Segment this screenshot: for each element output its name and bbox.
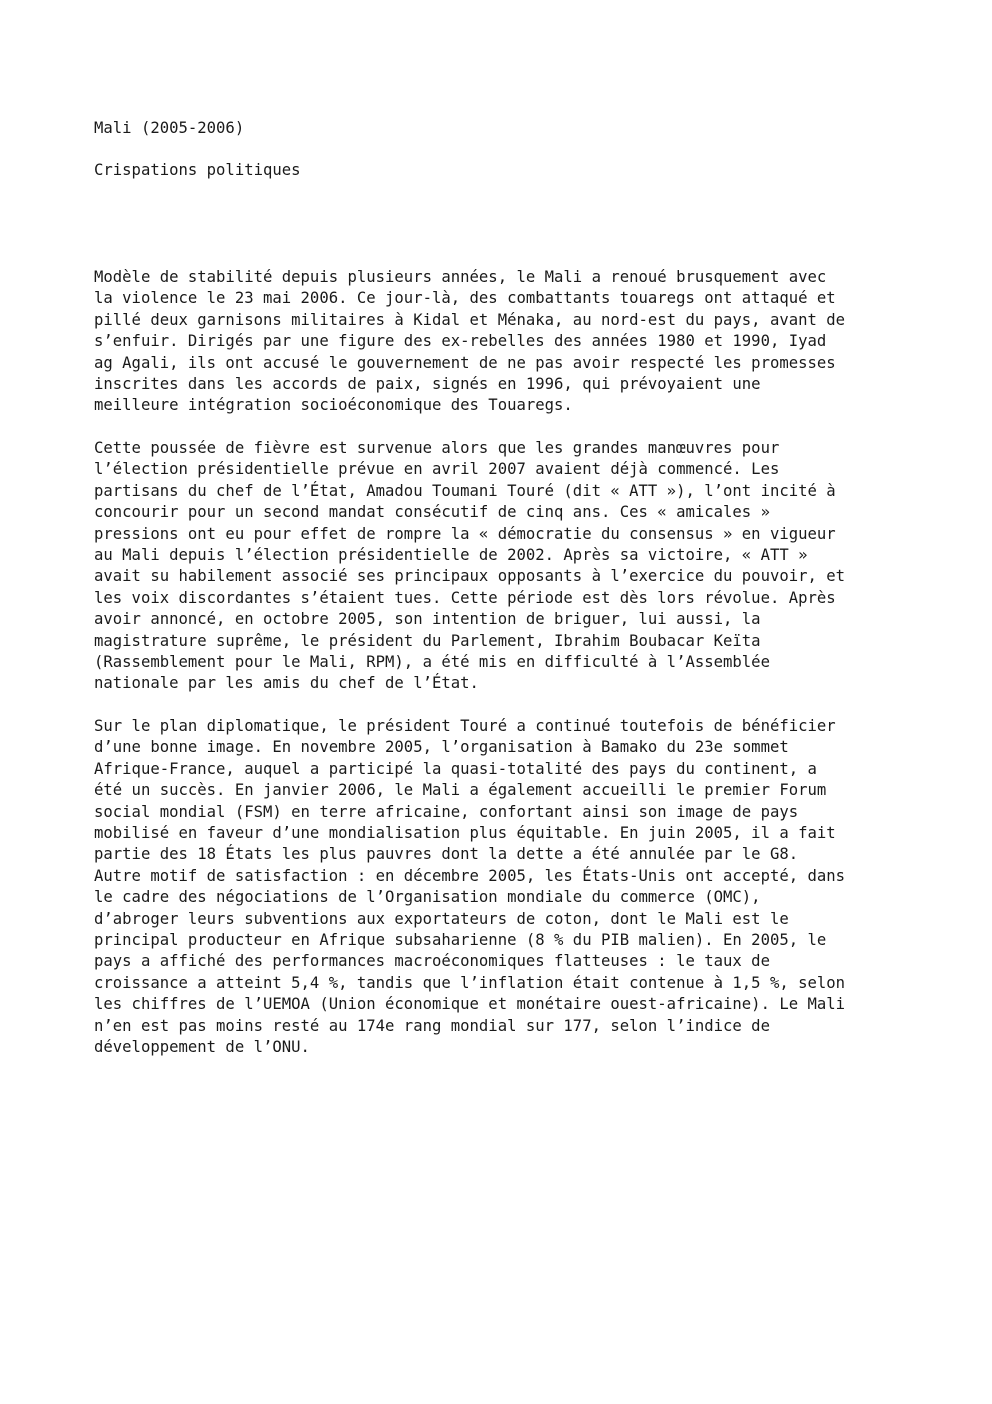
paragraph-2 xyxy=(94,438,954,695)
paragraph-line: pressions ont eu pour effet de rompre la « démocratie du consensus » en vigueur xyxy=(94,524,836,543)
paragraph-line: magistrature suprême, le président du Parlement, Ibrahim Boubacar Keïta xyxy=(94,631,761,650)
paragraph-line: Sur le plan diplomatique, le président Touré a continué toutefois de bénéficier xyxy=(94,717,836,735)
paragraph-line: d’abroger leurs subventions aux exportateurs de coton, dont le Mali est le xyxy=(94,909,789,928)
paragraph-line: avait su habilement associé ses principaux opposants à l’exercice du pouvoir, et xyxy=(94,567,846,586)
paragraph-line: le cadre des négociations de l’Organisation mondiale du commerce (OMC), xyxy=(94,888,761,907)
paragraph-line: nationale par les amis du chef de l’État. xyxy=(94,674,479,693)
paragraph-line: Modèle de stabilité depuis plusieurs années, le Mali a renoué brusquement avec xyxy=(94,268,827,286)
paragraph-line: concourir pour un second mandat consécutif de cinq ans. Ces « amicales » xyxy=(94,503,770,522)
paragraph-line: au Mali depuis l’élection présidentielle de 2002. Après sa victoire, « ATT » xyxy=(94,546,808,565)
paragraph-3 xyxy=(94,716,954,1059)
paragraph-line: n’en est pas moins resté au 174e rang mondial sur 177, selon l’indice de xyxy=(94,1016,770,1035)
paragraph-line: l’élection présidentielle prévue en avril 2007 avaient déjà commencé. Les xyxy=(94,460,780,479)
paragraph-line: meilleure intégration socioéconomique des Touaregs. xyxy=(94,396,573,415)
paragraph-line: principal producteur en Afrique subsaharienne (8 % du PIB malien). En 2005, le xyxy=(94,931,827,950)
paragraph-line: croissance a atteint 5,4 %, tandis que l’inflation était contenue à 1,5 %, selon xyxy=(94,973,846,992)
paragraph-line: social mondial (FSM) en terre africaine, confortant ainsi son image de pays xyxy=(94,802,799,821)
paragraph-1 xyxy=(94,267,954,417)
paragraph-line: les chiffres de l’UEMOA (Union économique et monétaire ouest-africaine). Le Mali xyxy=(94,995,846,1014)
paragraph-line: Afrique-France, auquel a participé la quasi-totalité des pays du continent, a xyxy=(94,759,817,778)
paragraph-line: Autre motif de satisfaction : en décembre 2005, les États-Unis ont accepté, dans xyxy=(94,866,846,885)
paragraph-line: partisans du chef de l’État, Amadou Toumani Touré (dit « ATT »), l’ont incité à xyxy=(94,481,836,500)
paragraph-line: ag Agali, ils ont accusé le gouvernement de ne pas avoir respecté les promesses xyxy=(94,353,836,372)
paragraph-line: (Rassemblement pour le Mali, RPM), a été mis en difficulté à l’Assemblée xyxy=(94,653,770,672)
paragraph-line: d’une bonne image. En novembre 2005, l’organisation à Bamako du 23e sommet xyxy=(94,738,789,757)
paragraph-line: inscrites dans les accords de paix, signés en 1996, qui prévoyaient une xyxy=(94,375,761,394)
document-title: Mali (2005-2006) xyxy=(94,119,245,137)
paragraph-line: partie des 18 États les plus pauvres dont la dette a été annulée par le G8. xyxy=(94,845,799,864)
paragraph-line: avoir annoncé, en octobre 2005, son intention de briguer, lui aussi, la xyxy=(94,610,761,629)
paragraph-line: développement de l’ONU. xyxy=(94,1038,310,1057)
paragraph-line: s’enfuir. Dirigés par une figure des ex-rebelles des années 1980 et 1990, Iyad xyxy=(94,332,827,351)
document-subtitle: Crispations politiques xyxy=(94,161,301,179)
paragraph-line: pillé deux garnisons militaires à Kidal et Ménaka, au nord-est du pays, avant de xyxy=(94,310,846,329)
paragraph-line: mobilisé en faveur d’une mondialisation plus équitable. En juin 2005, il a fait xyxy=(94,824,836,843)
paragraph-line: la violence le 23 mai 2006. Ce jour-là, des combattants touaregs ont attaqué et xyxy=(94,289,836,308)
paragraph-line: les voix discordantes s’étaient tues. Cette période est dès lors révolue. Après xyxy=(94,588,836,607)
paragraph-line: été un succès. En janvier 2006, le Mali a également accueilli le premier Forum xyxy=(94,781,827,800)
paragraph-line: Cette poussée de fièvre est survenue alors que les grandes manœuvres pour xyxy=(94,439,780,457)
paragraph-line: pays a affiché des performances macroéconomiques flatteuses : le taux de xyxy=(94,952,770,971)
